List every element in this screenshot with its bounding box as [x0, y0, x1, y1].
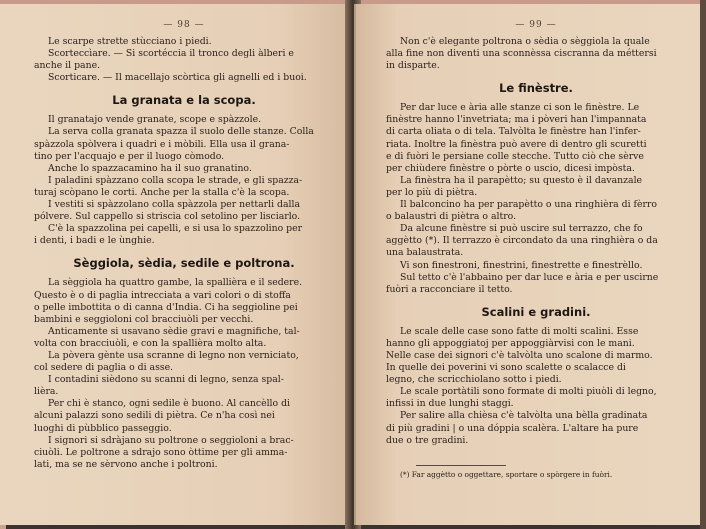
text-line: Anche lo spazzacamino ha il suo granatino. [48, 162, 252, 174]
text-line: La serva colla granata spazza il suolo delle stanze. Colla [48, 126, 314, 138]
text-line: I signori si sdràjano su poltrone o seggioloni a brac- [48, 434, 294, 446]
text-line: o pelle imbottita o di canna d'India. Ci ha seggioline pei [34, 301, 298, 313]
text-line: per chiùdere finèstre o pòrte o uscio, dicesi impòsta. [386, 162, 635, 174]
text-line: riata. Inoltre la finèstra può avere di dentro gli scuretti [386, 138, 647, 150]
text-line: bambini e seggioloni col bracciuòli per vecchi. [34, 313, 254, 325]
text-line: una balaustrata. [386, 247, 464, 259]
text-line: Le scale delle case sono fatte di molti scalini. Esse [400, 325, 639, 337]
footnote-rule [416, 465, 506, 466]
text-line: Anticamente si usavano sèdie gravi e magnifiche, tal- [48, 325, 300, 337]
text-line: anche il pane. [34, 60, 101, 72]
text-line: spàzzola spòlvera i quadri e i mòbili. Ella usa il grana- [34, 138, 290, 150]
text-line: finèstre hanno l'invetriata; ma i pòveri han l'impannata [386, 114, 647, 126]
text-line: i denti, i badi e le ùnghie. [34, 235, 155, 247]
text-line: Non c'è elegante poltrona o sèdia o sèggiola la quale [400, 36, 650, 47]
text-line: Da alcune finèstre si può uscire sul terrazzo, che fo [400, 223, 643, 235]
text-line: e di fuòri le persiane colle stecche. Tutto ciò che sèrve [386, 150, 644, 162]
text-line: Questo è o di paglia intrecciata a vari colori o di stoffa [34, 289, 291, 301]
text-line: Per salire alla chièsa c'è talvòlta una bèlla gradinata [400, 410, 648, 422]
left-page [0, 4, 352, 525]
text-line: in disparte. [386, 60, 440, 72]
text-line: col sedere di paglia o di asse. [34, 362, 174, 374]
text-line: o balaustri di piètra o altro. [386, 211, 517, 223]
text-line: pólvere. Sul cappello si striscia col setolino per lisciarlo. [34, 211, 301, 223]
text-line: Scorteccìare. — Si scortéccia il tronco degli àlberi e [48, 48, 294, 60]
section-heading: La granata e la scopa. [112, 93, 256, 108]
text-line: legno, che scricchiolano sotto i piedi. [386, 374, 562, 386]
section-body [386, 326, 686, 447]
footnote: (*) Far aggètto o oggettare, sportare o spòrgere in fuòri. [400, 469, 613, 479]
text-line: C'è la spazzolina pei capelli, e si usa lo spazzolino per [48, 223, 303, 235]
section-heading: Sèggiola, sèdia, sedile e poltrona. [73, 256, 295, 271]
text-line: alcuni palazzi sono sedili di piètra. Ce n'ha così nei [34, 410, 275, 422]
text-line: lièra. [34, 386, 59, 398]
text-line: Il balconcino ha per parapètto o una ringhièra di fèrro [400, 199, 657, 211]
text-line: hanno gli appoggiatoj per appoggiàrvisi con le mani. [386, 337, 635, 349]
text-line: volta con bracciuòli, e con la spallièra molto alta. [34, 337, 267, 349]
text-line: alla fine non diventi una sconnèssa ciscranna da méttersi [386, 48, 657, 60]
text-line: tino per l'acquajo e per il luogo còmodo. [34, 150, 225, 162]
text-line: per lo più di piètra. [386, 186, 478, 198]
text-line: La sèggiola ha quattro gambe, la spallièra e il sedere. [48, 277, 303, 289]
text-line: In quelle dei poverini vi sono scalette o scalacce di [386, 362, 626, 374]
text-line: di più gradini | o una dóppia scalèra. L'altare ha pure [386, 422, 639, 434]
text-line: La pòvera gènte usa scranne di legno non verniciato, [48, 349, 299, 361]
text-line: lati, ma se ne sèrvono anche i poltroni. [34, 458, 218, 470]
text-line: luoghi di pùbblico passeggio. [34, 422, 172, 434]
section-body [34, 114, 334, 247]
text-line: aggètto (*). Il terrazzo è circondato da una ringhièra o da [386, 235, 658, 247]
right-page-edge [700, 0, 706, 529]
right-page [354, 4, 700, 525]
text-line: Sul tetto c'è l'abbaino per dar luce e ària e per uscirne [400, 271, 659, 283]
text-line: Nelle case dei signori c'è talvòlta uno scalone di marmo. [386, 349, 653, 361]
text-line: Per chi è stanco, ogni sedile è buono. Al cancèllo di [48, 398, 291, 410]
text-line: Le scale portàtili sono formate di molti piuòli di legno, [400, 386, 657, 398]
text-line: La finèstra ha il parapètto; su questo è il davanzale [400, 174, 643, 186]
text-line: I vestiti si spàzzolano colla spàzzola per nettarli dalla [48, 199, 301, 211]
section-body [386, 102, 686, 296]
text-line: Vi son finestroni, finestrini, finestrette e finestrèllo. [400, 259, 643, 271]
text-line: I contadini sièdono su scanni di legno, senza spal- [48, 374, 284, 386]
text-line: I paladini spàzzano colla scopa le strade, e gli spazza- [48, 174, 303, 186]
section-body [34, 277, 334, 471]
text-line: Per dar luce e ària alle stanze ci son le finèstre. Le [400, 102, 640, 114]
page-number: — 98 — [163, 20, 205, 30]
text-line: turaj scòpano le corti. Anche per la stalla c'è la scopa. [34, 186, 290, 198]
page-number: — 99 — [515, 20, 557, 30]
text-line: di carta oliata o di tela. Talvòlta le finèstre han l'infer- [386, 126, 641, 138]
intro-text [34, 36, 334, 84]
text-line: infissi in due lunghi staggi. [386, 398, 514, 410]
text-line: fuòri a racconciare il tetto. [386, 283, 513, 295]
text-line: Le scarpe strette stùcciano i piedi. [48, 36, 212, 47]
section-heading: Scalini e gradini. [481, 304, 591, 319]
text-line: ciuòli. Le poltrone a sdrajo sono òttime per gli amma- [34, 446, 288, 458]
text-line: Il granatajo vende granate, scope e spàzzole. [48, 114, 262, 126]
intro-text [386, 36, 686, 72]
section-heading: Le finèstre. [499, 81, 573, 96]
text-line: due o tre gradini. [386, 434, 469, 446]
text-line: Scorticare. — Il macellajo scòrtica gli agnelli ed i buoi. [48, 72, 307, 84]
